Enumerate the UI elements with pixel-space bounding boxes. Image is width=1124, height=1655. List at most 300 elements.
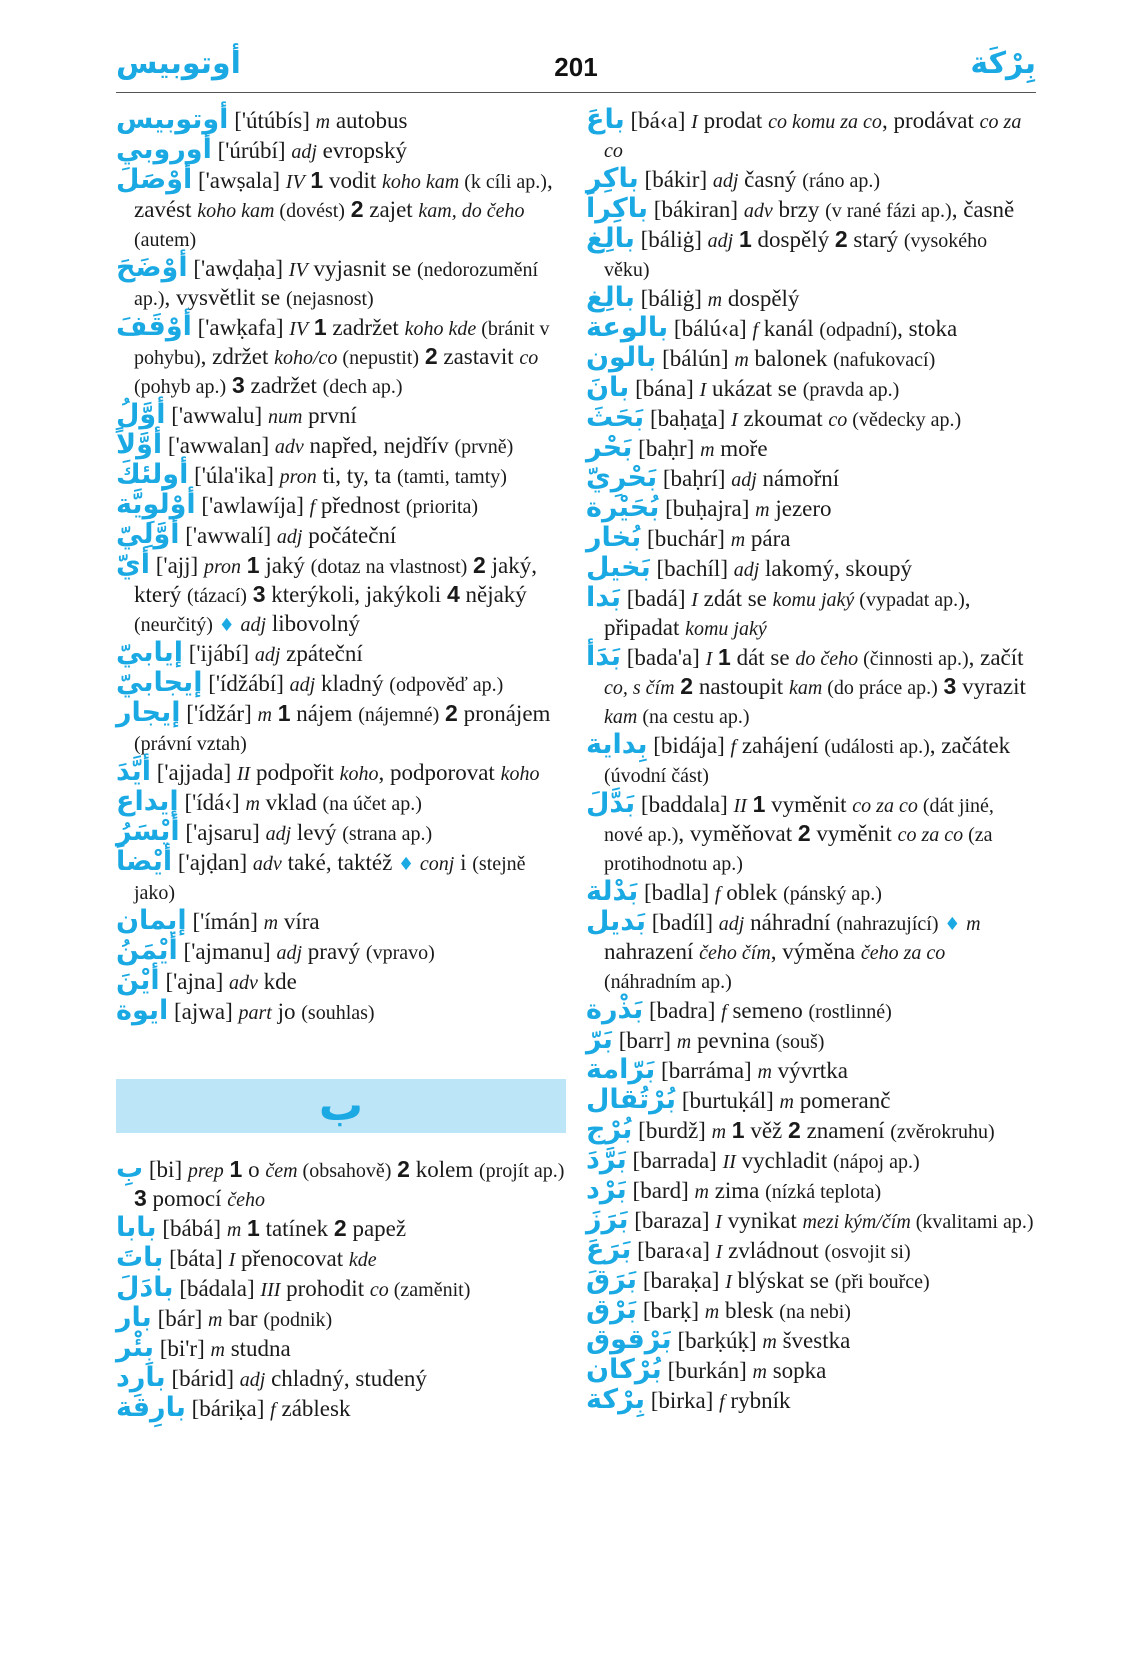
- definition-text: [bálún]: [656, 346, 735, 371]
- definition-text: jaký: [259, 553, 311, 578]
- definition-text: kladný: [315, 671, 390, 696]
- dictionary-entry: [116, 106, 566, 136]
- definition-text: dospělý: [751, 227, 835, 252]
- grammar-label: co za co: [852, 795, 918, 817]
- dictionary-entry: [116, 848, 566, 907]
- definition-text: [bálú‹a]: [668, 316, 753, 341]
- grammar-label: adv: [274, 436, 304, 458]
- page-header: [116, 46, 1036, 88]
- dictionary-entry: [586, 1086, 1036, 1116]
- grammar-label: m: [257, 704, 272, 726]
- dictionary-entry: [116, 639, 566, 669]
- definition-text: ['awwalí]: [179, 523, 277, 548]
- headword: بِداية: [586, 729, 648, 760]
- headword: بابا: [116, 1212, 157, 1243]
- note-text: (právní vztah): [134, 733, 247, 755]
- note-text: (nedorozumění ap.): [134, 259, 539, 310]
- definition-text: [barráma]: [655, 1058, 758, 1083]
- headword: أيْضاً: [116, 846, 173, 877]
- grammar-label: f: [719, 1391, 725, 1413]
- definition-text: evropský: [316, 138, 407, 163]
- definition-text: první: [302, 403, 357, 428]
- dictionary-entry: [116, 313, 566, 401]
- grammar-label: I: [705, 648, 713, 670]
- definition-text: semeno: [726, 998, 809, 1023]
- dictionary-entry: [586, 524, 1036, 554]
- definition-text: ['ajḍan]: [172, 850, 253, 875]
- headword: باكِراً: [586, 193, 649, 224]
- note-text: (nápoj ap.): [832, 1151, 920, 1173]
- definition-text: [bada'a]: [621, 645, 706, 670]
- headword: بِئْر: [116, 1332, 154, 1363]
- note-text: (dotaz na vlastnost): [310, 556, 468, 578]
- grammar-label: adj: [733, 559, 760, 581]
- note-text: (události ap.): [824, 736, 930, 758]
- headword: أوَّلاً: [116, 429, 163, 460]
- grammar-label: IV: [285, 171, 305, 193]
- definition-text: pravý: [302, 939, 366, 964]
- headword: بَخيل: [586, 552, 651, 583]
- grammar-label: I: [699, 379, 707, 401]
- grammar-label: III: [260, 1279, 281, 1301]
- definition-text: [baḥaṯa]: [644, 406, 732, 431]
- headword: أوروبي: [116, 134, 212, 165]
- note-text: (na nebi): [779, 1301, 851, 1323]
- dictionary-entry: [116, 254, 566, 313]
- note-text: (činnosti ap.): [858, 648, 969, 670]
- sense-number: 2: [445, 700, 458, 726]
- definition-text: věž: [744, 1118, 789, 1143]
- dictionary-entry: [116, 1214, 566, 1244]
- note-text: (souš): [775, 1031, 825, 1053]
- definition-text: napřed, nejdřív: [303, 433, 455, 458]
- guide-word-right: بِرْكَة: [970, 46, 1036, 81]
- note-text: (bránit v pohybu): [134, 318, 550, 369]
- definition-text: [burtuḳál]: [676, 1088, 780, 1113]
- definition-text: přenocovat: [235, 1246, 349, 1271]
- note-text: (vysokého věku): [604, 230, 988, 281]
- grammar-label: koho kam: [382, 171, 460, 193]
- dictionary-entry: [116, 967, 566, 997]
- definition-text: [burdž]: [632, 1118, 712, 1143]
- definition-text: také, taktéž: [281, 850, 399, 875]
- definition-text: , podporovat: [378, 760, 501, 785]
- entry-list-right: [586, 106, 1036, 1416]
- definition-text: [baḥr]: [632, 436, 701, 461]
- definition-text: levý: [291, 820, 343, 845]
- definition-text: [buḥajra]: [659, 496, 756, 521]
- headword: أولئكَ: [116, 459, 189, 490]
- note-text: (souhlas): [301, 1002, 375, 1024]
- dictionary-entry: [116, 1394, 566, 1424]
- definition-text: studna: [224, 1336, 291, 1361]
- definition-text: , připadat: [604, 586, 971, 640]
- note-text: (projít ap.): [478, 1160, 565, 1182]
- definition-text: brzy: [772, 197, 826, 222]
- note-text: (stejně jako): [134, 853, 526, 904]
- grammar-label: m: [210, 1339, 225, 1361]
- dictionary-entry: [586, 344, 1036, 374]
- sense-number: 1: [247, 1215, 260, 1241]
- dictionary-entry: [586, 1356, 1036, 1386]
- sense-number: 2: [834, 226, 848, 252]
- note-text: (na účet ap.): [322, 793, 422, 815]
- definition-text: vyměnit: [765, 792, 853, 817]
- headword: بَحَثَ: [586, 402, 645, 433]
- grammar-label: adj: [276, 942, 303, 964]
- dictionary-entry: [116, 1364, 566, 1394]
- grammar-label: f: [752, 319, 759, 341]
- grammar-label: kde: [348, 1249, 377, 1271]
- dictionary-entry: [586, 225, 1036, 284]
- sense-number: 2: [797, 820, 811, 846]
- grammar-label: num: [267, 406, 303, 428]
- headword: بِرْكة: [586, 1384, 646, 1415]
- left-column: [116, 106, 566, 1424]
- definition-text: , zavést: [134, 168, 553, 222]
- headword: إيمان: [116, 905, 187, 936]
- dictionary-entry: [116, 1304, 566, 1334]
- sense-number: 3: [134, 1185, 147, 1211]
- note-text: (prvně): [454, 436, 514, 458]
- headword: أوتوبيس: [116, 104, 229, 135]
- dictionary-entry: [586, 1386, 1036, 1416]
- dictionary-entry: [586, 908, 1036, 996]
- definition-text: [ajwa]: [168, 999, 239, 1024]
- grammar-label: adj: [707, 230, 734, 252]
- dictionary-entry: [116, 521, 566, 551]
- note-text: (vědecky ap.): [847, 409, 962, 431]
- grammar-label: komu jaký: [685, 618, 767, 640]
- note-text: (nízká teplota): [765, 1181, 882, 1203]
- grammar-label: koho: [339, 763, 379, 785]
- note-text: (k cíli ap.): [459, 171, 547, 193]
- grammar-label: I: [228, 1249, 236, 1271]
- headword: بَرَزَ: [586, 1204, 629, 1235]
- note-text: (pánský ap.): [783, 883, 882, 905]
- grammar-label: m: [700, 439, 715, 461]
- dictionary-entry: [586, 790, 1036, 878]
- headword: بَرَّدَ: [586, 1144, 627, 1175]
- note-text: (odpadní): [819, 319, 898, 341]
- headword: أيّ: [116, 549, 151, 580]
- headword: باعَ: [586, 104, 625, 135]
- grammar-label: m: [730, 529, 746, 551]
- grammar-label: m: [755, 499, 770, 521]
- definition-text: lakomý, skoupý: [759, 556, 912, 581]
- definition-text: ['útúbís]: [228, 108, 316, 133]
- sense-number: 2: [473, 552, 486, 578]
- definition-text: ['ajmanu]: [177, 939, 277, 964]
- headword: بِ: [116, 1153, 144, 1184]
- sense-number: 3: [252, 581, 266, 607]
- definition-text: vynikat: [721, 1208, 803, 1233]
- grammar-label: conj: [419, 853, 455, 875]
- sense-number: 2: [350, 196, 364, 222]
- definition-text: nějaký: [459, 582, 527, 607]
- headword: بَديل: [586, 906, 646, 937]
- header-rule: [116, 92, 1036, 93]
- definition-text: kanál: [758, 316, 820, 341]
- headword: أوْصَلَ: [116, 164, 193, 195]
- page-number: 201: [554, 52, 598, 82]
- definition-text: vklad: [259, 790, 323, 815]
- grammar-label: komu jaký: [772, 589, 855, 611]
- definition-text: kolem: [409, 1157, 479, 1182]
- grammar-label: pron: [279, 466, 317, 488]
- definition-text: dát se: [730, 645, 796, 670]
- headword: بالوعة: [586, 312, 669, 343]
- definition-text: i: [454, 850, 473, 875]
- definition-text: ['awṣala]: [192, 168, 286, 193]
- grammar-label: f: [721, 1001, 727, 1023]
- sense-number: 1: [229, 1156, 243, 1182]
- dictionary-entry: [586, 1266, 1036, 1296]
- definition-text: balonek: [748, 346, 834, 371]
- grammar-label: čeho: [227, 1189, 266, 1211]
- definition-text: ['ajjada]: [151, 760, 237, 785]
- definition-text: [badla]: [638, 880, 715, 905]
- headword: إيجار: [116, 697, 181, 728]
- headword: أوَّلِيّ: [116, 519, 180, 550]
- definition-text: pevnina: [691, 1028, 776, 1053]
- dictionary-entry: [586, 1026, 1036, 1056]
- dictionary-entry: [586, 731, 1036, 790]
- note-text: (při bouřce): [834, 1271, 930, 1293]
- note-text: (pravda ap.): [802, 379, 900, 401]
- dictionary-entry: [116, 997, 566, 1027]
- dictionary-entry: [116, 758, 566, 788]
- definition-text: [bábá]: [156, 1216, 227, 1241]
- guide-word-left: أوتوبيس: [116, 46, 241, 81]
- definition-text: ['awwalu]: [165, 403, 268, 428]
- note-text: (rostlinné): [808, 1001, 892, 1023]
- sense-number: 2: [788, 1117, 801, 1143]
- grammar-label: adv: [228, 972, 258, 994]
- sense-number: 1: [246, 552, 260, 578]
- grammar-label: kam: [604, 706, 638, 728]
- definition-text: dospělý: [722, 286, 800, 311]
- definition-text: pomeranč: [794, 1088, 891, 1113]
- note-text: (osvojit si): [824, 1241, 911, 1263]
- definition-text: jezero: [769, 496, 832, 521]
- dictionary-entry: [116, 818, 566, 848]
- dictionary-entry: [116, 166, 566, 254]
- grammar-label: adv: [743, 200, 773, 222]
- grammar-label: part: [238, 1002, 272, 1024]
- headword: أيْمَنُ: [116, 935, 178, 966]
- headword: بَرْقوق: [586, 1324, 672, 1355]
- grammar-label: čem: [265, 1160, 298, 1182]
- definition-text: [baḥrí]: [657, 466, 732, 491]
- note-text: (zaměnit): [388, 1279, 471, 1301]
- headword: باتَ: [116, 1242, 164, 1273]
- letter-section-band: [116, 1079, 566, 1133]
- dictionary-entry: [116, 1334, 566, 1364]
- definition-text: ['awwalan]: [162, 433, 275, 458]
- dictionary-entry: [586, 314, 1036, 344]
- headword: بَدْلة: [586, 876, 639, 907]
- grammar-label: m: [779, 1091, 794, 1113]
- dictionary-entry: [116, 1274, 566, 1304]
- definition-text: , začít: [968, 645, 1024, 670]
- definition-text: ['ajna]: [159, 969, 229, 994]
- note-text: (ráno ap.): [802, 170, 881, 192]
- grammar-label: m: [315, 111, 331, 133]
- grammar-label: čeho čím: [699, 942, 771, 964]
- definition-text: náhradní: [744, 910, 837, 935]
- headword: بَدَّلَ: [586, 788, 636, 819]
- definition-text: [barr]: [612, 1028, 677, 1053]
- grammar-label: m: [711, 1121, 727, 1143]
- headword: إيابيّ: [116, 637, 183, 668]
- headword: بُخار: [586, 522, 642, 553]
- dictionary-entry: [586, 1326, 1036, 1356]
- dictionary-entry: [116, 1244, 566, 1274]
- grammar-label: I: [725, 1271, 732, 1293]
- dictionary-entry: [586, 165, 1036, 195]
- definition-text: jo: [271, 999, 302, 1024]
- note-text: (nejasnost): [285, 288, 374, 310]
- dictionary-entry: [586, 878, 1036, 908]
- headword: بالون: [586, 342, 657, 373]
- definition-text: [badíl]: [645, 910, 719, 935]
- definition-text: zdát se: [697, 586, 773, 611]
- dictionary-entry: [586, 106, 1036, 165]
- grammar-label: do čeho: [795, 648, 859, 670]
- definition-text: [bard]: [626, 1178, 695, 1203]
- grammar-label: koho/co: [274, 347, 338, 369]
- grammar-label: f: [270, 1399, 276, 1421]
- dictionary-entry: [586, 1206, 1036, 1236]
- grammar-label: co: [369, 1279, 389, 1301]
- definition-text: tatínek: [259, 1216, 334, 1241]
- dictionary-entry: [586, 195, 1036, 225]
- grammar-label: adj: [718, 913, 745, 935]
- dictionary-entry: [116, 937, 566, 967]
- definition-text: , stoka: [897, 316, 958, 341]
- definition-text: oblek: [720, 880, 784, 905]
- sense-number: 1: [310, 167, 324, 193]
- headword: بالِغ: [586, 282, 635, 313]
- note-text: (nafukovací): [833, 349, 936, 371]
- definition-text: jaký, který: [134, 553, 537, 607]
- grammar-label: I: [715, 1241, 723, 1263]
- note-text: (priorita): [405, 496, 479, 518]
- dictionary-entry: [586, 404, 1036, 434]
- grammar-label: mezi kým/čím: [802, 1211, 911, 1233]
- grammar-label: prep: [187, 1160, 224, 1182]
- definition-text: blesk: [719, 1298, 780, 1323]
- definition-text: , prodávat: [881, 108, 980, 133]
- grammar-label: co za co: [604, 111, 1022, 162]
- definition-text: blýskat se: [731, 1268, 835, 1293]
- grammar-label: m: [966, 913, 981, 935]
- note-text: (obsahově): [297, 1160, 392, 1182]
- grammar-label: m: [704, 1301, 720, 1323]
- definition-text: ['awlawíja]: [195, 493, 310, 518]
- sense-number: 1: [752, 791, 766, 817]
- definition-text: sopka: [766, 1358, 827, 1383]
- definition-text: pomocí: [146, 1186, 228, 1211]
- definition-text: [bi'r]: [153, 1336, 211, 1361]
- dictionary-entry: [586, 584, 1036, 643]
- definition-text: podpořit: [250, 760, 340, 785]
- definition-text: [bachíl]: [650, 556, 734, 581]
- definition-text: [bidája]: [647, 733, 731, 758]
- definition-text: ['ídá‹]: [178, 790, 246, 815]
- grammar-label: m: [734, 349, 749, 371]
- definition-text: zima: [708, 1178, 766, 1203]
- entry-list-left: [116, 106, 566, 1027]
- definition-text: záblesk: [275, 1396, 351, 1421]
- dictionary-entry: [586, 1296, 1036, 1326]
- dictionary-entry: [586, 996, 1036, 1026]
- definition-text: [bá‹a]: [624, 108, 692, 133]
- headword: بار: [116, 1302, 152, 1333]
- dictionary-entry: [116, 491, 566, 521]
- dictionary-entry: [116, 788, 566, 818]
- note-text: (strana ap.): [342, 823, 433, 845]
- definition-text: [baraza]: [628, 1208, 716, 1233]
- definition-text: počáteční: [302, 523, 397, 548]
- grammar-label: IV: [288, 259, 308, 281]
- note-text: (autem): [134, 229, 197, 251]
- definition-text: [barḳúḳ]: [671, 1328, 763, 1353]
- grammar-label: I: [691, 589, 698, 611]
- definition-text: časný: [738, 167, 803, 192]
- grammar-label: adv: [252, 853, 282, 875]
- definition-text: [badra]: [643, 998, 722, 1023]
- grammar-label: m: [676, 1031, 692, 1053]
- headword: بَرْق: [586, 1294, 638, 1325]
- definition-text: nastoupit: [693, 674, 789, 699]
- grammar-label: kam: [788, 677, 823, 699]
- grammar-label: II: [236, 763, 251, 785]
- grammar-label: I: [715, 1211, 722, 1233]
- definition-text: švestka: [776, 1328, 851, 1353]
- diamond-marker: ♦: [218, 615, 235, 636]
- dictionary-entry: [586, 284, 1036, 314]
- definition-text: [báriḳa]: [185, 1396, 271, 1421]
- definition-text: zajet: [363, 197, 419, 222]
- definition-text: autobus: [330, 108, 408, 133]
- grammar-label: koho kde: [404, 318, 477, 340]
- dictionary-entry: [586, 1176, 1036, 1206]
- grammar-label: m: [752, 1361, 767, 1383]
- dictionary-entry: [586, 554, 1036, 584]
- note-text: (za protihodnotu ap.): [604, 824, 993, 875]
- sense-number: 1: [718, 644, 731, 670]
- definition-text: , výměna: [770, 939, 861, 964]
- diamond-marker: ♦: [398, 854, 415, 875]
- grammar-label: adj: [239, 1369, 266, 1391]
- grammar-label: m: [757, 1061, 772, 1083]
- grammar-label: co: [519, 347, 539, 369]
- headword: بانَ: [586, 372, 630, 403]
- sense-number: 3: [231, 372, 245, 398]
- sense-number: 2: [333, 1215, 347, 1241]
- note-text: (odpověď ap.): [389, 674, 504, 696]
- dictionary-entry: [116, 461, 566, 491]
- dictionary-entry: [116, 401, 566, 431]
- definition-text: zkoumat: [737, 406, 829, 431]
- grammar-label: II: [722, 1151, 736, 1173]
- grammar-label: m: [208, 1309, 223, 1331]
- dictionary-entry: [586, 1116, 1036, 1146]
- definition-text: znamení: [800, 1118, 891, 1143]
- definition-text: zastavit: [437, 344, 520, 369]
